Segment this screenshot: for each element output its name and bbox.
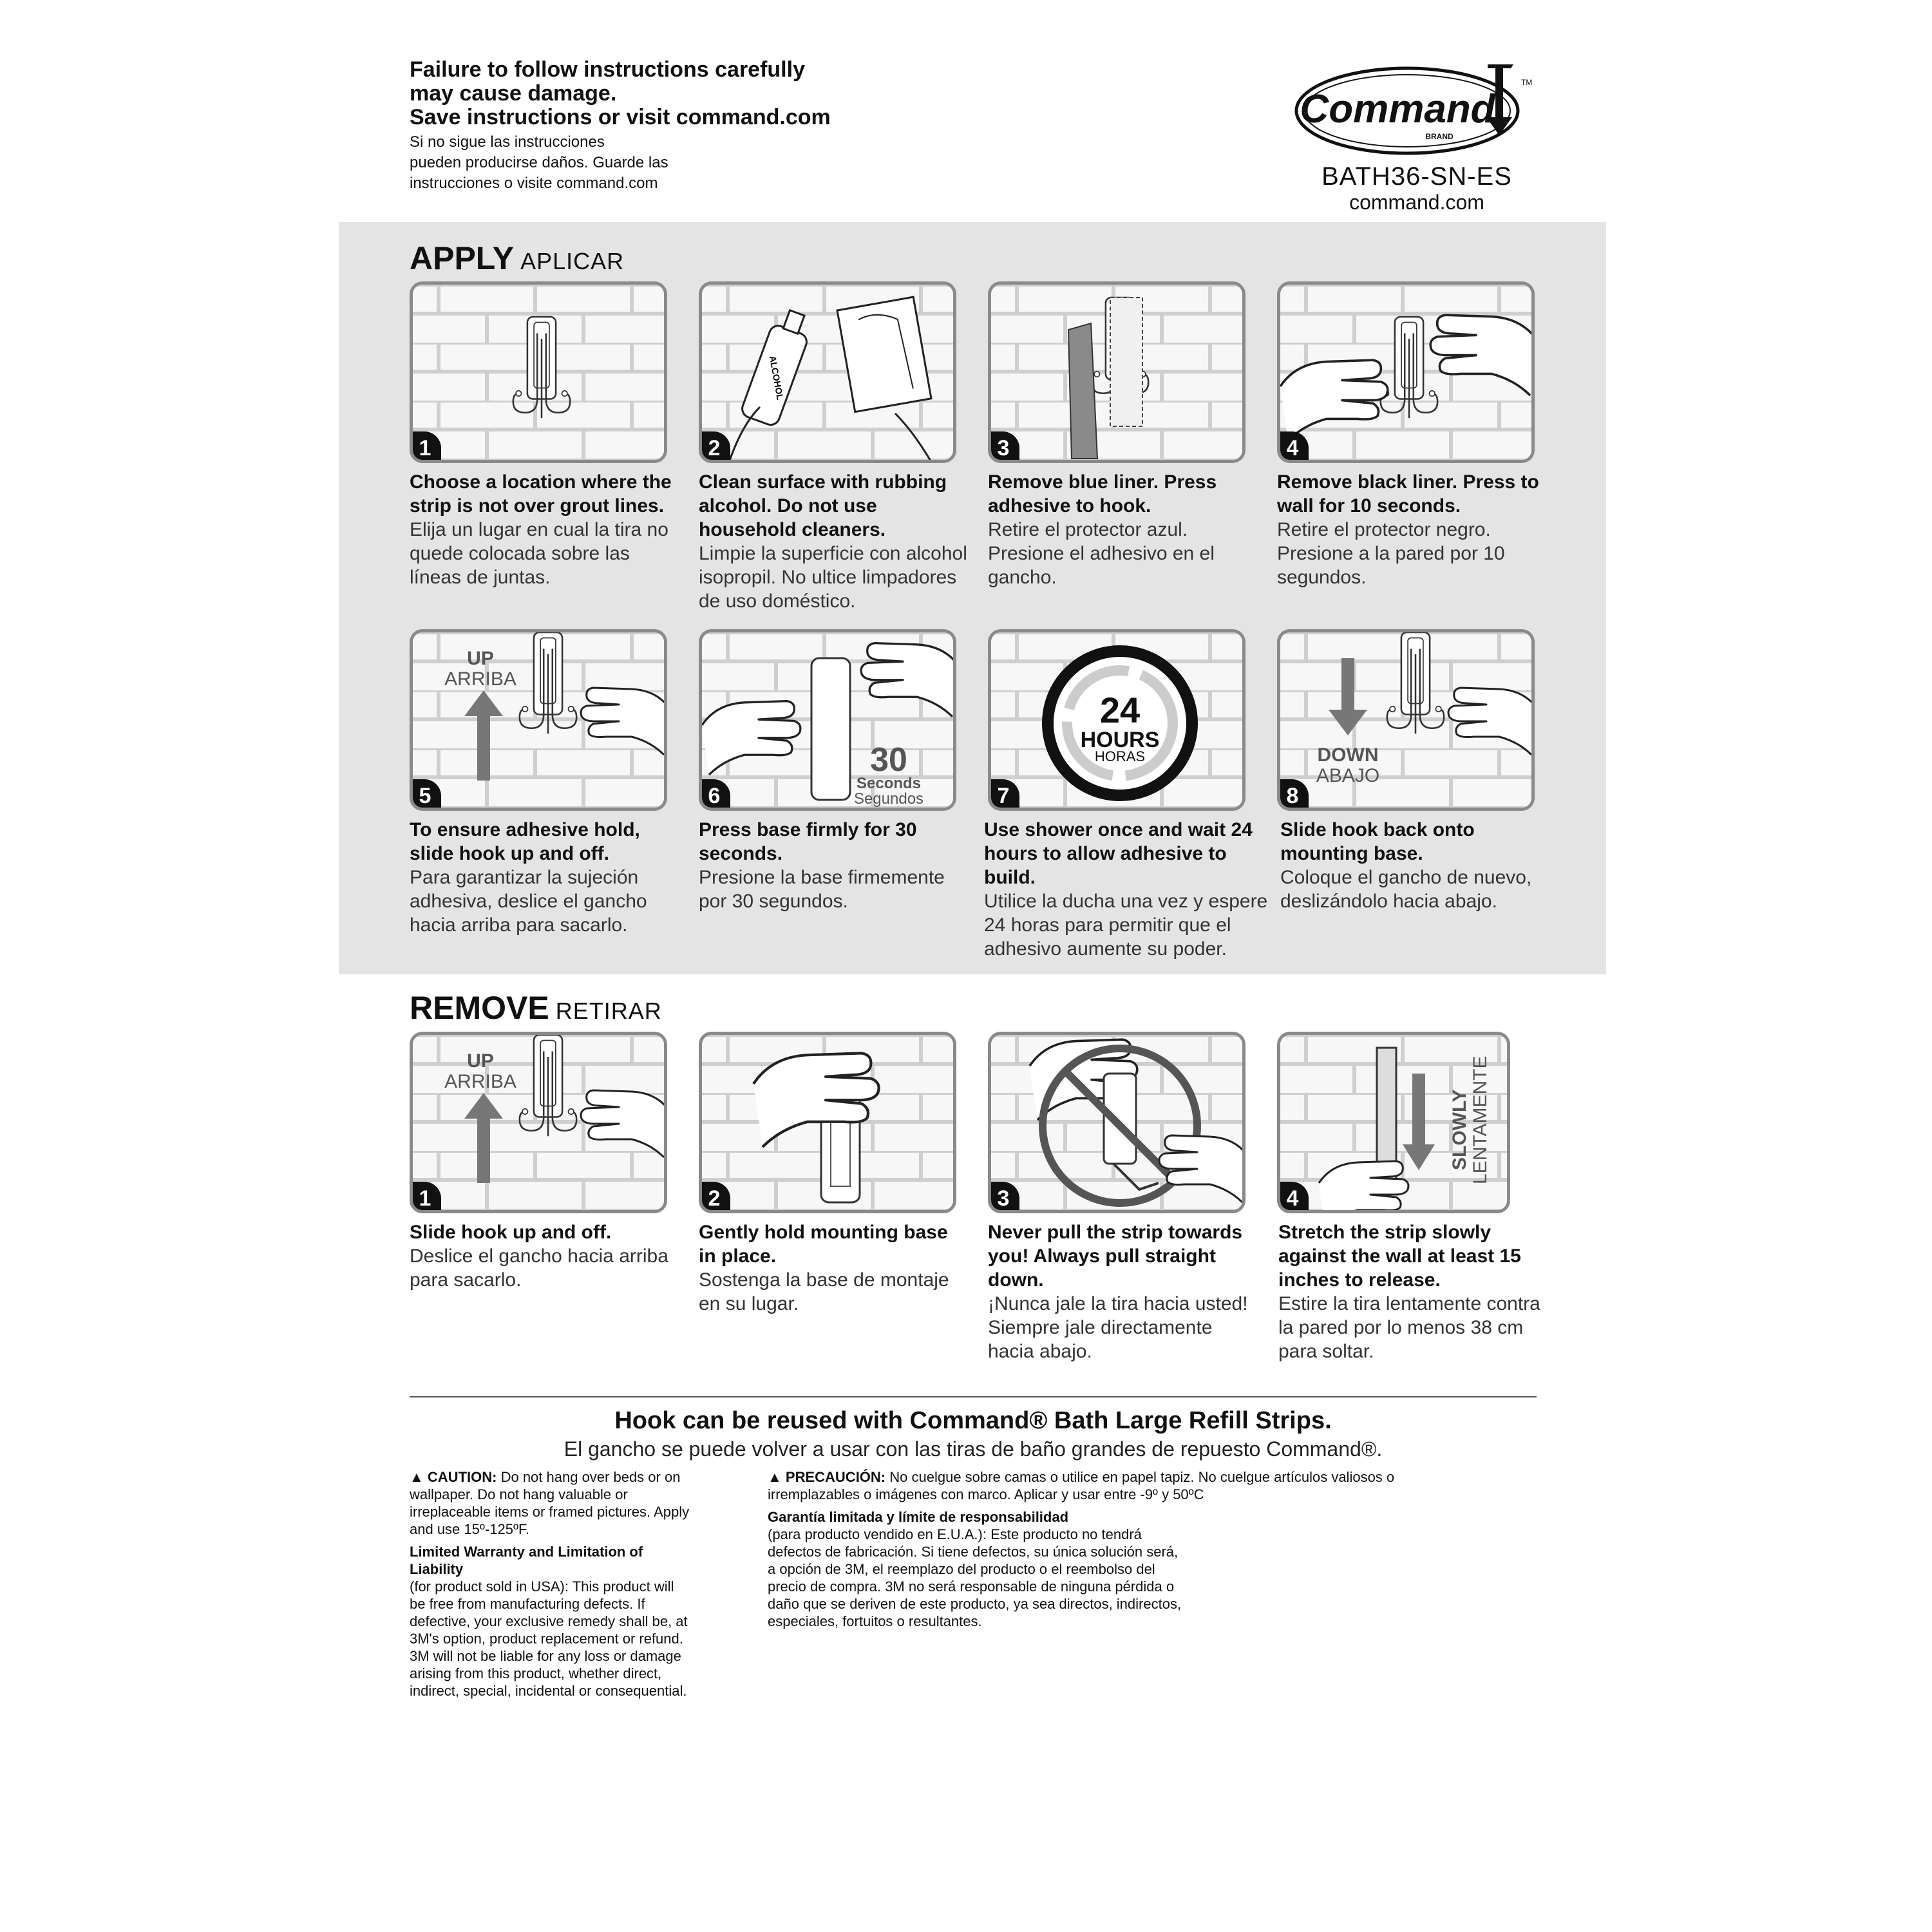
logo-trademark: TM <box>1521 78 1533 87</box>
warning-line: instrucciones o visite command.com <box>410 175 658 192</box>
remove-step-4-caption <box>1278 1220 1549 1363</box>
apply-step-1-caption <box>410 470 680 589</box>
lentamente-label: LENTAMENTE <box>1470 1056 1491 1184</box>
step-number: 4 <box>1277 1182 1309 1213</box>
apply-step-6-illustration <box>699 629 956 811</box>
remove-step-3-illustration <box>988 1032 1245 1213</box>
warning-english <box>410 58 831 129</box>
remove-step-4-illustration <box>1277 1032 1510 1213</box>
garantia-title: Garantía limitada y límite de responsabilidad <box>768 1509 1069 1525</box>
caution-paragraph <box>410 1468 693 1538</box>
step-number: 2 <box>699 1182 730 1213</box>
warranty-text: (for product sold in USA): This product will be free from manufacturing defects. If defective, your exclusive remedy shall be, at 3M's option, product replacement or refund. 3M will not be liable for any loss or damage arising from this product, whether direct, indirect, special, incidental or consequential. <box>410 1578 688 1699</box>
warning-triangle-icon: ▲ <box>410 1469 424 1485</box>
apply-step-7-illustration <box>988 629 1245 811</box>
arriba-label: ARRIBA <box>444 1071 516 1092</box>
caption-es: Para garantizar la sujeción adhesiva, deslice el gancho hacia arriba para sacarlo. <box>410 867 647 936</box>
caption-es: Presione la base firmemente por 30 segundos. <box>699 867 945 912</box>
logo-wordmark: Command <box>1300 87 1495 131</box>
caption-en: Stretch the strip slowly against the wall at least 15 inches to release. <box>1278 1222 1521 1291</box>
reuse-note-es: El gancho se puede volver a usar con las tiras de baño grandes de repuesto Command®. <box>564 1437 1383 1461</box>
warning-spanish <box>410 132 668 194</box>
warning-line: Si no sigue las instrucciones <box>410 133 605 151</box>
caption-en: Slide hook back onto mounting base. <box>1280 819 1475 864</box>
warranty-paragraph <box>410 1543 693 1700</box>
website-url: command.com <box>1349 191 1484 214</box>
step-number: 4 <box>1277 431 1309 463</box>
garantia-paragraph <box>768 1508 1186 1630</box>
caution-block-en <box>410 1468 693 1700</box>
adhesive-strip <box>1110 298 1142 426</box>
apply-heading <box>410 240 624 277</box>
caution-text: Do not hang over beds or on wallpaper. Do not hang valuable or irreplaceable items or framed pictures. Apply and use 15º-125ºF. <box>410 1469 690 1537</box>
step-number: 7 <box>988 779 1019 811</box>
apply-step-7-caption <box>984 818 1274 961</box>
slowly-label: SLOWLY <box>1449 1089 1470 1170</box>
seconds-label: Seconds <box>856 775 922 792</box>
divider <box>410 1396 1537 1397</box>
caption-es: Coloque el gancho de nuevo, deslizándolo hacia abajo. <box>1280 867 1532 912</box>
precaucion-text: No cuelgue sobre camas o utilice en papel tapiz. No cuelgue artículos valiosos o irremplazables o imágenes con marco. Aplicar y usar entre -9º y 50ºC <box>768 1469 1395 1502</box>
caution-block-es <box>768 1468 1444 1630</box>
command-logo <box>1294 59 1539 156</box>
caption-es: Deslice el gancho hacia arriba para sacarlo. <box>410 1245 668 1291</box>
segundos-label: Segundos <box>853 790 924 808</box>
step-number: 8 <box>1277 779 1309 811</box>
caption-en: Use shower once and wait 24 hours to allow adhesive to build. <box>984 819 1253 888</box>
apply-subtitle: APLICAR <box>520 248 625 274</box>
caption-en: Never pull the strip towards you! Always pull straight down. <box>988 1222 1243 1291</box>
step-number: 3 <box>988 431 1019 463</box>
apply-step-5-illustration <box>410 629 667 811</box>
caution-label: CAUTION: <box>427 1469 497 1485</box>
apply-title: APPLY <box>410 240 515 276</box>
caption-en: Press base firmly for 30 seconds. <box>699 819 917 864</box>
caption-en: Choose a location where the strip is not over grout lines. <box>410 471 672 516</box>
caption-en: Clean surface with rubbing alcohol. Do not use household cleaners. <box>699 471 947 540</box>
step-number: 6 <box>699 779 730 811</box>
warning-triangle-icon: ▲ <box>768 1469 782 1485</box>
remove-step-1-caption <box>410 1220 680 1292</box>
product-sku: BATH36-SN-ES <box>1321 162 1512 191</box>
caption-es: Estire la tira lentamente contra la pared por lo menos 38 cm para soltar. <box>1278 1293 1540 1362</box>
remove-step-3-caption <box>988 1220 1258 1363</box>
remove-step-2-illustration <box>699 1032 956 1213</box>
apply-step-2-caption <box>699 470 969 613</box>
caption-es: Utilice la ducha una vez y espere 24 horas para permitir que el adhesivo aumente su poder. <box>984 891 1268 960</box>
hours-number: 24 <box>1099 690 1141 730</box>
seconds-number: 30 <box>870 741 907 779</box>
caption-es: Limpie la superficie con alcohol isopropil. No ultice limpadores de uso doméstico. <box>699 543 967 612</box>
mounting-base <box>811 658 850 800</box>
remove-step-2-caption <box>699 1220 969 1316</box>
apply-step-3-caption <box>988 470 1258 589</box>
caption-en: To ensure adhesive hold, slide hook up and off. <box>410 819 640 864</box>
caption-es: Elija un lugar en cual la tira no quede colocada sobre las líneas de juntas. <box>410 519 668 588</box>
remove-title: REMOVE <box>410 990 549 1026</box>
warning-line: Failure to follow instructions carefully <box>410 57 805 82</box>
caption-es: Retire el protector negro. Presione a la pared por 10 segundos. <box>1277 519 1505 588</box>
step-number: 3 <box>988 1182 1019 1213</box>
garantia-text: (para producto vendido en E.U.A.): Este producto no tendrá defectos de fabricación. Si tiene defectos, su única solución será, a opción de 3M, el reemplazo del producto o el reembolso del precio de compra. 3M no será responsable de ninguna pérdida o daño que se deriven de este producto, ya sea directos, indirectos, especiales, fortuitos o resultantes. <box>768 1526 1182 1629</box>
step-number: 1 <box>410 1182 441 1213</box>
caption-es: ¡Nunca jale la tira hacia usted! Siempre jale directamente hacia abajo. <box>988 1293 1248 1362</box>
cleaning-cloth <box>837 297 931 412</box>
horas-label: HORAS <box>1094 748 1146 764</box>
apply-step-8-caption <box>1280 818 1551 913</box>
caption-es: Sostenga la base de montaje en su lugar. <box>699 1269 949 1314</box>
bottle-label: ALCOHOL <box>767 355 786 401</box>
reuse-note-en: Hook can be reused with Command® Bath Large Refill Strips. <box>614 1407 1332 1434</box>
warning-line: may cause damage. <box>410 81 617 106</box>
caption-en: Slide hook up and off. <box>410 1222 612 1243</box>
caption-es: Retire el protector azul. Presione el adhesivo en el gancho. <box>988 519 1215 588</box>
warranty-title: Limited Warranty and Limitation of Liability <box>410 1544 643 1577</box>
step-number: 5 <box>410 779 441 811</box>
step-number: 1 <box>410 431 441 463</box>
remove-heading <box>410 989 662 1027</box>
apply-step-4-illustration <box>1277 281 1535 463</box>
down-label: DOWN <box>1317 744 1379 766</box>
caption-en: Remove black liner. Press to wall for 10 seconds. <box>1277 471 1539 516</box>
apply-step-4-caption <box>1277 470 1548 589</box>
remove-step-1-illustration <box>410 1032 667 1213</box>
apply-step-8-illustration <box>1277 629 1535 811</box>
apply-step-2-illustration <box>699 281 956 463</box>
caption-en: Gently hold mounting base in place. <box>699 1222 948 1267</box>
up-label: UP <box>467 1050 494 1072</box>
precaucion-paragraph <box>768 1468 1444 1503</box>
precaucion-label: PRECAUCIÓN: <box>785 1469 886 1485</box>
up-label: UP <box>467 648 494 669</box>
apply-step-5-caption <box>410 818 680 937</box>
remove-subtitle: RETIRAR <box>555 998 662 1024</box>
warning-line: pueden producirse daños. Guarde las <box>410 154 668 171</box>
caption-en: Remove blue liner. Press adhesive to hook. <box>988 471 1217 516</box>
apply-step-3-illustration <box>988 281 1245 463</box>
apply-step-1-illustration <box>410 281 667 463</box>
apply-step-6-caption <box>699 818 969 913</box>
arriba-label: ARRIBA <box>444 668 516 690</box>
step-number: 2 <box>699 431 730 463</box>
hours-label: HOURS <box>1080 728 1160 752</box>
logo-brand-sub: BRAND <box>1425 132 1454 141</box>
abajo-label: ABAJO <box>1316 765 1380 786</box>
warning-line: Save instructions or visit command.com <box>410 105 831 129</box>
